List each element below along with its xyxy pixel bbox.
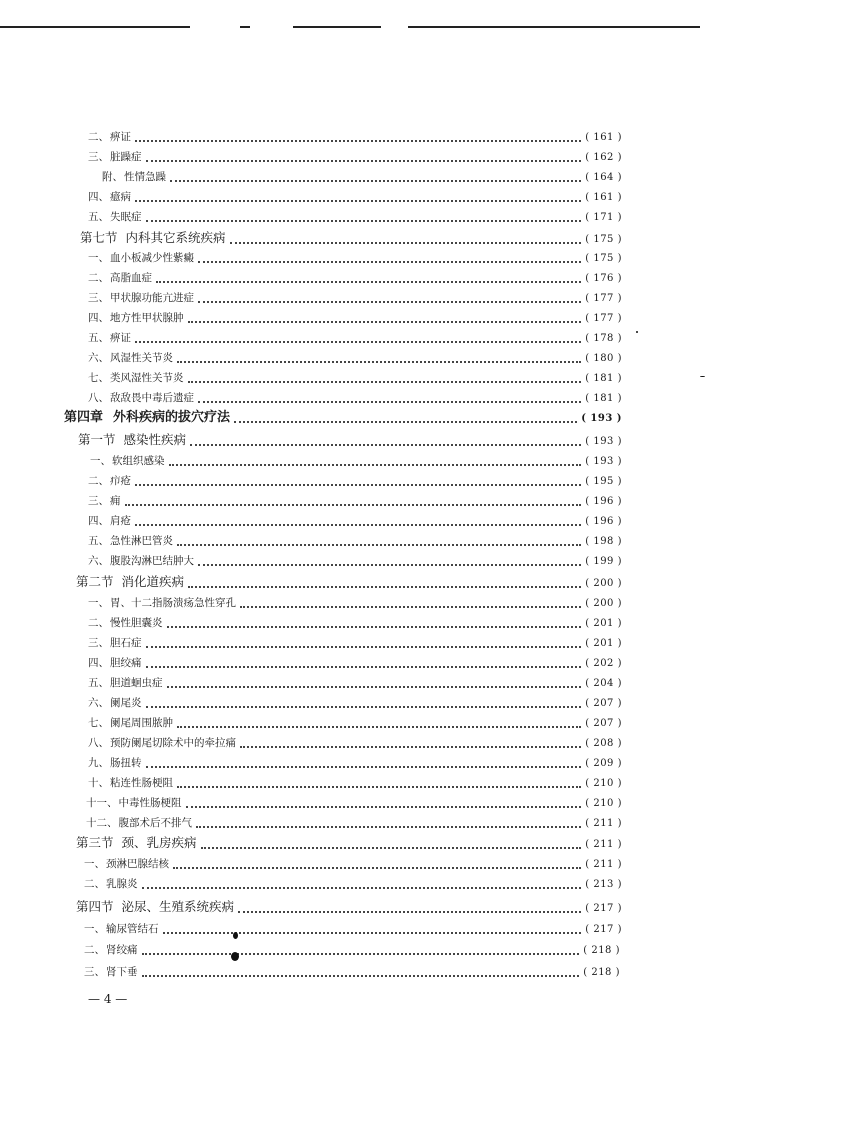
toc-entry-title: 疖疮: [110, 475, 131, 487]
toc-entry[interactable]: [84, 877, 622, 892]
dot-leader: [198, 300, 581, 303]
toc-entry-page: ( 180 ): [585, 353, 622, 364]
toc-entry-title: 胆石症: [110, 637, 142, 649]
dot-leader: [156, 280, 581, 283]
toc-entry[interactable]: [88, 474, 622, 489]
toc-entry-page: ( 213 ): [585, 879, 622, 890]
dot-leader: [177, 785, 581, 788]
toc-entry[interactable]: [88, 210, 622, 225]
toc-entry-page: ( 161 ): [585, 132, 622, 143]
toc-entry-title: 急性淋巴管炎: [110, 535, 173, 547]
toc-entry-number: 八、: [88, 392, 109, 404]
toc-entry[interactable]: [88, 150, 622, 165]
toc-entry-title: 内科其它系统疾病: [125, 230, 226, 245]
toc-entry-title: 风湿性关节炎: [110, 352, 173, 364]
toc-entry-number: 二、: [88, 617, 109, 629]
toc-entry-number: 四、: [88, 312, 109, 324]
toc-entry-page: ( 202 ): [585, 658, 622, 669]
toc-entry[interactable]: [88, 331, 622, 346]
toc-entry-number: 五、: [88, 332, 109, 344]
toc-entry-page: ( 198 ): [585, 536, 622, 547]
toc-entry-page: ( 193 ): [581, 413, 622, 424]
toc-entry-title: 脏躁症: [110, 151, 142, 163]
toc-entry[interactable]: [88, 554, 622, 569]
toc-entry-number: 第七节: [80, 230, 118, 245]
toc-entry-number: 一、: [84, 923, 105, 935]
toc-entry-number: 二、: [88, 131, 109, 143]
dot-leader: [167, 685, 582, 688]
toc-entry-title: 肾下垂: [106, 966, 138, 978]
toc-section-entry[interactable]: [80, 231, 622, 247]
toc-entry-page: ( 164 ): [585, 172, 622, 183]
dot-leader: [198, 563, 581, 566]
toc-entry-number: 第四章: [64, 410, 104, 425]
toc-entry-title: 软组织感染: [112, 455, 165, 467]
toc-entry[interactable]: [88, 514, 622, 529]
toc-entry-number: 三、: [84, 966, 105, 978]
dot-leader: [238, 910, 581, 913]
toc-entry-title: 中毒性肠梗阻: [118, 797, 182, 809]
toc-entry-number: 第四节: [76, 899, 114, 914]
toc-entry-page: ( 200 ): [585, 598, 622, 609]
toc-entry-number: 十二、: [86, 817, 118, 829]
toc-entry-number: 附、: [102, 171, 123, 183]
dot-leader: [142, 952, 580, 955]
toc-entry-page: ( 204 ): [585, 678, 622, 689]
toc-entry-number: 四、: [88, 657, 109, 669]
toc-entry-title: 输尿管结石: [106, 923, 159, 935]
scan-speck: [233, 932, 238, 939]
toc-entry-page: ( 161 ): [585, 192, 622, 203]
toc-entry-number: 第二节: [76, 574, 114, 589]
scan-speck: [700, 376, 705, 377]
toc-entry-title: 消化道疾病: [121, 574, 185, 589]
toc-entry[interactable]: [88, 756, 622, 771]
toc-entry-title: 失眠症: [110, 211, 142, 223]
toc-entry-page: ( 176 ): [585, 273, 622, 284]
toc-entry-page: ( 175 ): [585, 234, 622, 245]
toc-entry[interactable]: [88, 636, 622, 651]
toc-entry-title: 慢性胆囊炎: [110, 617, 163, 629]
toc-entry-number: 第三节: [76, 835, 114, 850]
toc-entry-title: 性情急躁: [124, 171, 166, 183]
toc-entry-number: 三、: [88, 292, 109, 304]
toc-entry[interactable]: [84, 857, 622, 872]
scan-speck: [231, 952, 239, 961]
toc-entry-title: 肩疮: [110, 515, 131, 527]
dot-leader: [190, 443, 581, 446]
toc-entry[interactable]: [88, 596, 622, 611]
toc-entry-number: 十、: [88, 777, 109, 789]
toc-entry-title: 甲状腺功能亢进症: [110, 292, 194, 304]
toc-entry-page: ( 210 ): [585, 798, 622, 809]
toc-entry[interactable]: [84, 943, 620, 958]
toc-entry[interactable]: [88, 534, 622, 549]
toc-entry-page: ( 211 ): [585, 818, 622, 829]
toc-entry-number: 四、: [88, 191, 109, 203]
toc-entry[interactable]: [88, 656, 622, 671]
toc-entry-number: 三、: [88, 495, 109, 507]
dot-leader: [188, 380, 582, 383]
toc-entry-title: 高脂血症: [110, 272, 152, 284]
toc-entry-page: ( 217 ): [585, 903, 622, 914]
dot-leader: [177, 725, 581, 728]
toc-entry-page: ( 162 ): [585, 152, 622, 163]
toc-entry-page: ( 208 ): [585, 738, 622, 749]
toc-entry-page: ( 178 ): [585, 333, 622, 344]
dot-leader: [142, 974, 580, 977]
toc-entry-number: 四、: [88, 515, 109, 527]
dot-leader: [135, 139, 581, 142]
toc-entry-title: 粘连性肠梗阻: [110, 777, 173, 789]
toc-entry-number: 二、: [88, 475, 109, 487]
toc-entry-page: ( 207 ): [585, 698, 622, 709]
toc-entry-title: 腹部术后不排气: [118, 817, 192, 829]
toc-entry-page: ( 217 ): [585, 924, 622, 935]
toc-entry-title: 颈、乳房疾病: [121, 835, 197, 850]
toc-entry-number: 第一节: [78, 432, 116, 447]
toc-entry-page: ( 218 ): [583, 945, 620, 956]
dot-leader: [196, 825, 581, 828]
toc-section-entry[interactable]: [76, 575, 622, 591]
toc-entry-page: ( 196 ): [585, 516, 622, 527]
toc-entry-title: 胆绞痛: [110, 657, 142, 669]
toc-entry-page: ( 177 ): [585, 313, 622, 324]
toc-entry-page: ( 207 ): [585, 718, 622, 729]
toc-entry[interactable]: [88, 616, 622, 631]
dot-leader: [201, 846, 582, 849]
toc-entry-page: ( 218 ): [583, 967, 620, 978]
toc-entry-page: ( 199 ): [585, 556, 622, 567]
toc-entry[interactable]: [88, 291, 622, 306]
toc-entry-title: 阑尾炎: [110, 697, 142, 709]
toc-section-entry[interactable]: [76, 900, 622, 916]
dot-leader: [146, 219, 582, 222]
toc-entry-page: ( 177 ): [585, 293, 622, 304]
toc-entry[interactable]: [86, 796, 622, 811]
toc-entry[interactable]: [84, 965, 620, 980]
toc-entry-number: 三、: [88, 637, 109, 649]
toc-entry-title: 敌敌畏中毒后遗症: [110, 392, 194, 404]
dot-leader: [169, 463, 582, 466]
toc-entry-page: ( 209 ): [585, 758, 622, 769]
toc-entry[interactable]: [88, 676, 622, 691]
toc-entry-title: 阑尾周围脓肿: [110, 717, 173, 729]
dot-leader: [177, 543, 581, 546]
toc-entry-number: 十一、: [86, 797, 118, 809]
toc-entry-page: ( 181 ): [585, 373, 622, 384]
toc-entry[interactable]: [102, 170, 622, 185]
toc-entry-page: ( 201 ): [585, 618, 622, 629]
dot-leader: [188, 320, 582, 323]
toc-entry-page: ( 175 ): [585, 253, 622, 264]
toc-entry-page: ( 200 ): [585, 578, 622, 589]
toc-entry-title: 肾绞痛: [106, 944, 138, 956]
toc-entry[interactable]: [88, 776, 622, 791]
dot-leader: [135, 483, 581, 486]
toc-entry-title: 预防阑尾切除术中的牵拉痛: [110, 737, 236, 749]
toc-entry-title: 感染性疾病: [123, 432, 187, 447]
toc-entry-title: 腹股沟淋巴结肿大: [110, 555, 194, 567]
toc-entry-number: 八、: [88, 737, 109, 749]
toc-entry-title: 癔病: [110, 191, 131, 203]
toc-entry[interactable]: [84, 922, 622, 937]
toc-entry[interactable]: [88, 251, 622, 266]
toc-entry[interactable]: [88, 311, 622, 326]
dot-leader: [198, 400, 581, 403]
toc-entry-number: 六、: [88, 352, 109, 364]
scan-speck: [636, 331, 638, 333]
toc-entry-number: 五、: [88, 535, 109, 547]
toc-entry-title: 痹证: [110, 332, 131, 344]
toc-entry-title: 颈淋巴腺结核: [106, 858, 169, 870]
toc-chapter-entry[interactable]: [64, 411, 622, 426]
toc-entry-number: 九、: [88, 757, 109, 769]
toc-entry[interactable]: [88, 696, 622, 711]
toc-entry-number: 七、: [88, 372, 109, 384]
toc-entry[interactable]: [88, 391, 622, 406]
toc-entry-title: 外科疾病的拔穴疗法: [113, 410, 231, 425]
toc-entry-page: ( 195 ): [585, 476, 622, 487]
toc-entry-title: 痹证: [110, 131, 131, 143]
dot-leader: [146, 765, 582, 768]
toc-entry-page: ( 211 ): [585, 859, 622, 870]
toc-entry-page: ( 181 ): [585, 393, 622, 404]
toc-entry-page: ( 193 ): [585, 436, 622, 447]
toc-entry[interactable]: [86, 816, 622, 831]
toc-entry-page: ( 201 ): [585, 638, 622, 649]
dot-leader: [146, 665, 582, 668]
toc-entry-title: 乳腺炎: [106, 878, 138, 890]
toc-entry-title: 胆道蛔虫症: [110, 677, 163, 689]
toc-entry[interactable]: [90, 454, 622, 469]
toc-entry-number: 三、: [88, 151, 109, 163]
toc-entry[interactable]: [88, 190, 622, 205]
toc-entry-title: 类风湿性关节炎: [110, 372, 184, 384]
toc-entry[interactable]: [88, 736, 622, 751]
toc-entry-title: 血小板减少性紫癜: [110, 252, 194, 264]
toc-entry-title: 胃、十二指肠溃疡急性穿孔: [110, 597, 236, 609]
toc-entry-title: 地方性甲状腺肿: [110, 312, 184, 324]
dot-leader: [163, 931, 582, 934]
toc-entry-number: 二、: [88, 272, 109, 284]
toc-entry-title: 泌尿、生殖系统疾病: [121, 899, 235, 914]
toc-section-entry[interactable]: [76, 836, 622, 852]
dot-leader: [177, 360, 581, 363]
dot-leader: [230, 241, 582, 244]
toc-entry-number: 七、: [88, 717, 109, 729]
toc-entry[interactable]: [88, 716, 622, 731]
toc-entry-number: 六、: [88, 555, 109, 567]
dot-leader: [198, 260, 581, 263]
toc-entry[interactable]: [88, 271, 622, 286]
dot-leader: [135, 523, 581, 526]
toc-entry[interactable]: [88, 494, 622, 509]
dot-leader: [146, 705, 582, 708]
toc-entry[interactable]: [88, 130, 622, 145]
dot-leader: [125, 503, 582, 506]
dot-leader: [188, 585, 581, 588]
dot-leader: [167, 625, 582, 628]
toc-entry-title: 痈: [110, 495, 121, 507]
toc-entry-page: ( 193 ): [585, 456, 622, 467]
toc-entry-number: 二、: [84, 878, 105, 890]
toc-entry-page: ( 171 ): [585, 212, 622, 223]
dot-leader: [170, 179, 581, 182]
dot-leader: [186, 805, 582, 808]
toc-entry-number: 五、: [88, 211, 109, 223]
dot-leader: [142, 886, 582, 889]
toc-entry-number: 一、: [88, 252, 109, 264]
toc-entry[interactable]: [88, 371, 622, 386]
dot-leader: [240, 605, 581, 608]
dot-leader: [135, 340, 581, 343]
toc-section-entry[interactable]: [78, 433, 622, 449]
toc-entry-page: ( 211 ): [585, 839, 622, 850]
toc-entry[interactable]: [88, 351, 622, 366]
toc-entry-number: 一、: [84, 858, 105, 870]
toc-entry-number: 二、: [84, 944, 105, 956]
dot-leader: [135, 199, 581, 202]
dot-leader: [146, 159, 582, 162]
toc-entry-number: 五、: [88, 677, 109, 689]
toc-entry-number: 一、: [90, 455, 111, 467]
toc-entry-title: 肠扭转: [110, 757, 142, 769]
dot-leader: [146, 645, 582, 648]
toc-entry-page: ( 196 ): [585, 496, 622, 507]
page-number: — 4 —: [88, 992, 128, 1006]
dot-leader: [240, 745, 581, 748]
toc-entry-number: 一、: [88, 597, 109, 609]
dot-leader: [173, 866, 581, 869]
dot-leader: [234, 420, 577, 423]
toc-entry-page: ( 210 ): [585, 778, 622, 789]
toc-entry-number: 六、: [88, 697, 109, 709]
